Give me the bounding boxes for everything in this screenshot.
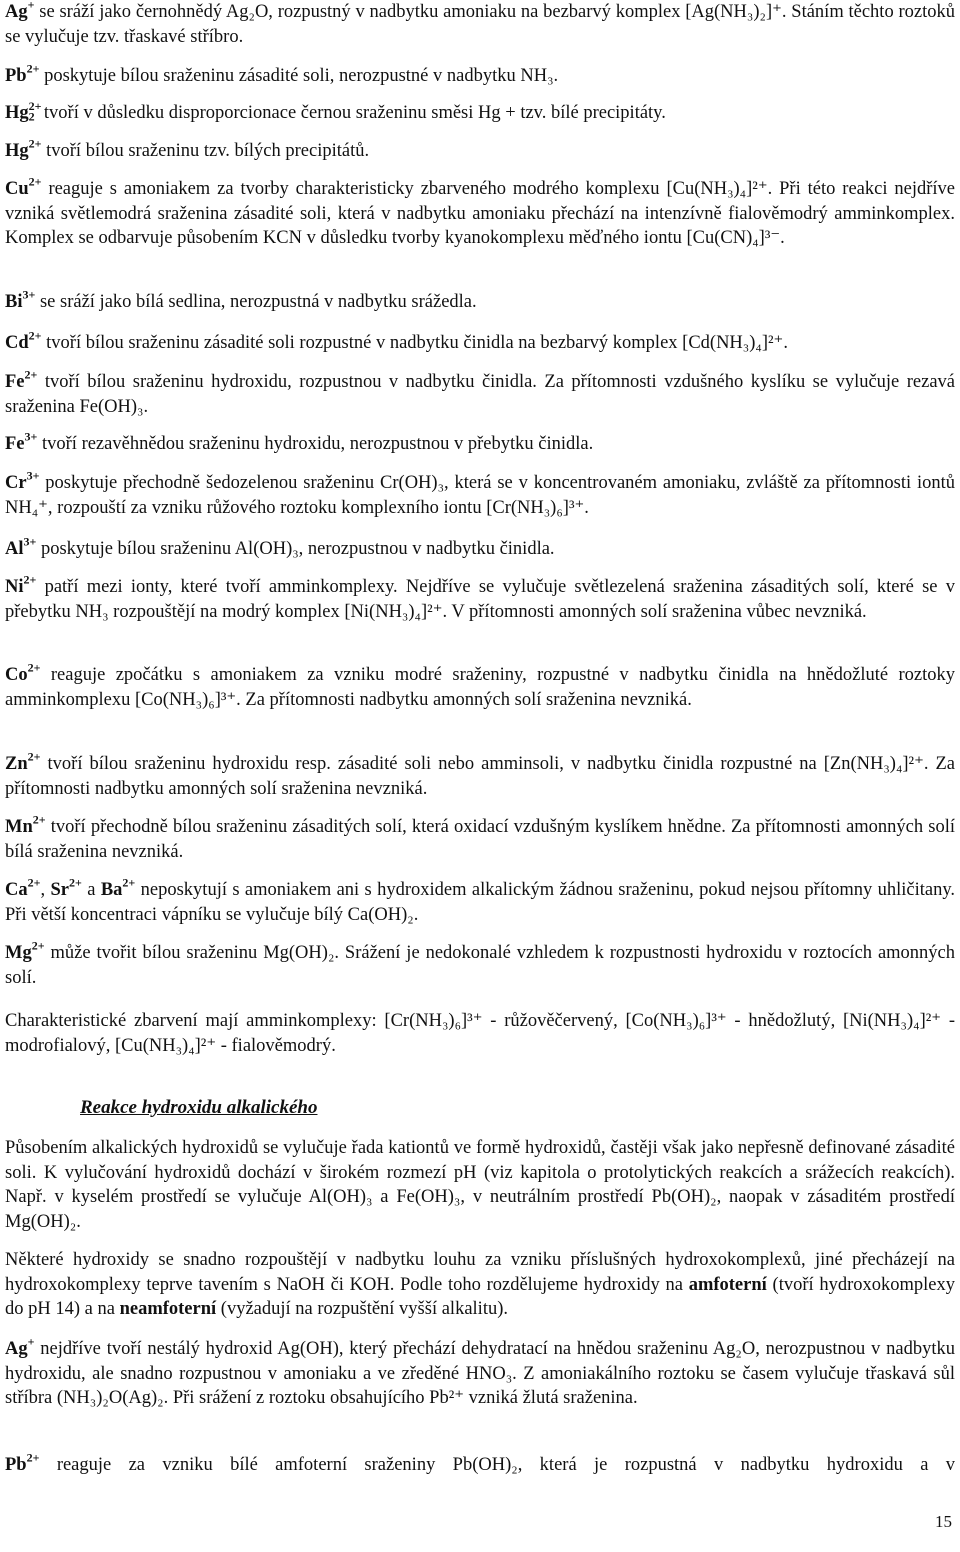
paragraph-text: tvoří přechodně bílou sraženinu zásaditých solí, která oxidací vzdušným kyslíkem hnědne. Za přítomnosti amonných solí bílá sraženina nevzniká. (5, 817, 955, 862)
ion-label: $Fe^{2+}$ (5, 367, 38, 392)
paragraph-text: (tvoří hydroxokomplexy do pH 14) a na (5, 1274, 956, 1320)
term-amfoterni: amfoterní (688, 1274, 767, 1295)
ion-label: $Ni^{2+}$ (5, 572, 37, 597)
separator: , (40, 880, 46, 900)
paragraph-ni (5, 572, 955, 624)
paragraph-cr (5, 468, 955, 520)
paragraph-text: poskytuje bílou sraženinu Al(OH)₃, nerozpustnou v nadbytku činidla. (40, 539, 555, 559)
paragraph-co (5, 660, 956, 712)
paragraph-cd (5, 328, 955, 356)
paragraph-text: neposkytují s amoniakem ani s hydroxidem alkalickým žádnou sraženinu, pokud nejsou přítomny uhličitany. Při větší koncentraci vápníku se vylučuje bílý Ca(OH)₂. (5, 880, 956, 925)
paragraph-bi (5, 287, 955, 315)
paragraph-text: Některé hydroxidy se snadno rozpouštějí v nadbytku louhu za vzniku příslušných hydroxokomplexů, jiné přecházejí na hydroxokomplexy teprve tavením s NaOH či KOH. Podle toho rozdělujeme hydroxidy na (5, 1250, 955, 1295)
paragraph-ca-sr-ba (5, 875, 956, 927)
paragraph-text: tvoří bílou sraženinu hydroxidu resp. zásadité soli nebo amminsoli, v nadbytku činidla rozpustné na [Zn(NH₃)₄]²⁺. Za přítomnosti nadbytku amonných solí sraženina nevzniká. (5, 754, 956, 799)
paragraph-text: se sráží jako bílá sedlina, nerozpustná v nadbytku srážedla. (39, 292, 477, 312)
ion-label: $Cr^{3+}$ (5, 468, 40, 493)
ion-label: $Bi^{3+}$ (5, 287, 36, 312)
ion-label: Hg 2+ 2 (5, 99, 42, 124)
ion-label: Ag+ (5, 1334, 35, 1359)
paragraph-amfoter (5, 1248, 955, 1322)
paragraph-hg2 (5, 101, 955, 129)
paragraph-text: reaguje za vzniku bílé amfoterní sraženiny Pb(OH)₂, která je rozpustná v nadbytku hydroxidu a v (56, 1455, 956, 1475)
paragraph-pb (5, 61, 955, 89)
ion-label: $Pb^{2+}$ (5, 1450, 40, 1475)
paragraph-ag-ammonia (5, 0, 955, 49)
ion-label: $Co^{2+}$ (5, 660, 41, 685)
paragraph-pb-hydroxide (5, 1450, 956, 1478)
ion-label-ca: $Ca^{2+}$ (5, 875, 41, 900)
ion-label: $Zn^{2+}$ (5, 749, 41, 774)
paragraph-text: tvoří v důsledku disproporcionace černou sraženinu směsi Hg + tzv. bílé precipitáty. (43, 103, 666, 123)
paragraph-text: tvoří rezavěhnědou sraženinu hydroxidu, nerozpustnou v přebytku činidla. (42, 434, 594, 454)
ion-label-sr: $Sr^{2+}$ (50, 875, 82, 900)
separator: a (87, 880, 96, 900)
paragraph-mg (5, 938, 956, 990)
paragraph-text: poskytuje bílou sraženinu zásadité soli, nerozpustné v nadbytku NH₃. (44, 66, 559, 86)
section-heading: Reakce hydroxidu alkalického (80, 1097, 318, 1118)
paragraph-fe3 (5, 429, 955, 457)
paragraph-summary (5, 1009, 955, 1058)
paragraph-text: Působením alkalických hydroxidů se vylučuje řada kationtů ve formě hydroxidů, častěji však jako nepřesně definované zásadité soli. K vylučování hydroxidů dochází v širokém rozmezí pH (viz kapitola o protolytických reakcích a srážecích reakcích). Např. v kyselém prostředí se vylučuje Al(OH)₃ a Fe(OH)₃, v neutrálním prostředí Pb(OH)₂, naopak v zásaditém prostředí Mg(OH)₂. (5, 1138, 955, 1232)
ion-label: Ag+ (5, 0, 35, 22)
paragraph-text: patří mezi ionty, které tvoří amminkomplexy. Nejdříve se vylučuje světlezelená sraženina zásaditých solí, které se v přebytku NH₃ rozpouštějí na modrý komplex [Ni(NH₃)₄]²⁺. V přítomnosti amonných solí sraženina vůbec nevzniká. (5, 577, 955, 622)
ion-label: $Cu^{2+}$ (5, 174, 42, 199)
ion-label: $Mg^{2+}$ (5, 938, 45, 963)
term-neamfoterni: neamfoterní (119, 1299, 217, 1320)
ion-label: $Mn^{2+}$ (5, 812, 46, 837)
ion-label-ba: $Ba^{2+}$ (100, 875, 136, 900)
paragraph-mn (5, 812, 955, 864)
paragraph-text: (vyžadují na rozpuštění vyšší alkalitu). (220, 1299, 508, 1320)
paragraph-text: tvoří bílou sraženinu zásadité soli rozpustné v nadbytku činidla na bezbarvý komplex [Cd(NH₃)₄]²⁺. (46, 333, 788, 353)
paragraph-text: poskytuje přechodně šedozelenou sraženinu Cr(OH)₃, která se v koncentrovaném amoniaku, zvláště za přítomnosti iontů NH₄⁺, rozpouští za vzniku růžového roztoku komplexního iontu [Cr(NH₃)₆]³⁺. (5, 473, 955, 518)
paragraph-al (5, 534, 955, 562)
paragraph-text: tvoří bílou sraženinu hydroxidu, rozpustnou v nadbytku činidla. Za přítomnosti vzdušného kyslíku se vylučuje rezavá sraženina Fe(OH)₃. (5, 372, 955, 417)
ion-label: $Hg^{2+}$ (5, 136, 42, 161)
ion-label: $Pb^{2+}$ (5, 61, 40, 86)
paragraph-text: Charakteristické zbarvení mají amminkomplexy: [Cr(NH₃)₆]³⁺ - růžověčervený, [Co(NH₃)₆]³⁺ - hnědožlutý, [Ni(NH₃)₄]²⁺ - modrofialový, [Cu(NH₃)₄]²⁺ - fialověmodrý. (5, 1011, 955, 1056)
paragraph-cu (5, 174, 955, 251)
paragraph-text: tvoří bílou sraženinu tzv. bílých precipitátů. (46, 141, 370, 161)
paragraph-text: se sráží jako černohnědý Ag₂O, rozpustný v nadbytku amoniaku na bezbarvý komplex [Ag(NH₃)₂]⁺. Stáním těchto roztoků se vylučuje tzv. třaskavé stříbro. (5, 2, 955, 47)
ion-label: $Cd^{2+}$ (5, 328, 42, 353)
paragraph-text: může tvořit bílou sraženinu Mg(OH)₂. Srážení je nedokonalé vzhledem k rozpustnosti hydroxidu v roztocích amonných solí. (5, 943, 956, 988)
ion-label: $Fe^{3+}$ (5, 429, 38, 454)
ion-label: $Al^{3+}$ (5, 534, 37, 559)
paragraph-text: reaguje s amoniakem za tvorby charakteristicky zbarveného modrého komplexu [Cu(NH₃)₄]²⁺. Při této reakci nejdříve vzniká světlemodrá sraženina zásadité soli, která v nadbytku amoniaku přechází na intenzívně fialověmodrý amminkomplex. Komplex se odbarvuje působením KCN v důsledku tvorby kyanokomplexu měďného iontu [Cu(CN)₄]³⁻. (5, 179, 955, 249)
paragraph-zn (5, 749, 956, 801)
paragraph-text: reaguje zpočátku s amoniakem za vzniku modré sraženiny, rozpustné v nadbytku činidla na hnědožluté roztoky amminkomplexu [Co(NH₃)₆]³⁺. Za přítomnosti nadbytku amonných solí sraženina nevzniká. (5, 665, 956, 710)
paragraph-intro (5, 1136, 955, 1234)
paragraph-text: nejdříve tvoří nestálý hydroxid Ag(OH), který přechází dehydratací na hnědou sraženinu Ag₂O, nerozpustnou v nadbytku hydroxidu, ale snadno rozpustnou v amoniaku a ve zředěné HNO₃. Z amoniakálního roztoku se časem vylučuje třaskavá sůl stříbra (NH₃)₂O(Ag)₂. Při srážení z roztoku obsahujícího Pb²⁺ vzniká žlutá sraženina. (5, 1339, 955, 1409)
paragraph-hg (5, 136, 955, 164)
paragraph-ag-hydroxide (5, 1334, 955, 1411)
page-number: 15 (935, 1512, 952, 1531)
paragraph-fe2 (5, 367, 955, 419)
